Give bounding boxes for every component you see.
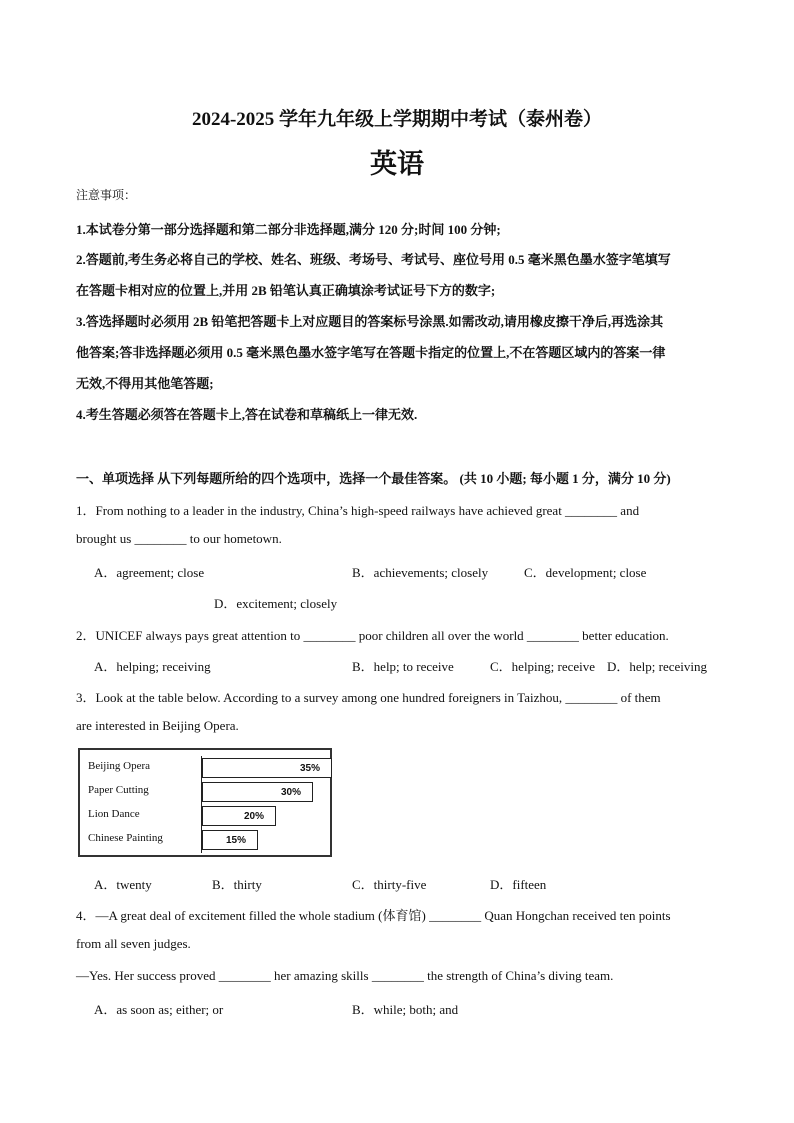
chart-bar: [202, 806, 276, 826]
question-3-line-1: 3．Look at the table below. According to a survey among one hundred foreigners in Taizhou, ________ of them: [76, 690, 661, 705]
question-3-line-2: are interested in Beijing Opera.: [76, 718, 239, 733]
question-4-option-a[interactable]: A．as soon as; either; or: [94, 1002, 224, 1017]
question-2-option-a[interactable]: A．helping; receiving: [94, 659, 211, 674]
notice-line-6: 无效,不得用其他笔答题;: [76, 376, 214, 391]
notice-line-2: 2.答题前,考生务必将自己的学校、姓名、班级、考场号、考试号、座位号用 0.5 毫米黑色墨水签字笔填写: [76, 252, 671, 267]
chart-value-label: 35%: [300, 763, 321, 774]
notice-line-3: 在答题卡相对应的位置上,并用 2B 铅笔认真正确填涂考试证号下方的数字;: [76, 283, 496, 298]
notice-line-7: 4.考生答题必须答在答题卡上,答在试卷和草稿纸上一律无效.: [76, 407, 418, 422]
question-3-option-a[interactable]: A．twenty: [94, 877, 152, 892]
question-3-option-d[interactable]: D．fifteen: [490, 877, 547, 892]
chart-value-label: 20%: [244, 811, 265, 822]
chart-value-label: 30%: [281, 787, 302, 798]
question-1-line-2: brought us ________ to our hometown.: [76, 531, 282, 546]
question-3-option-c[interactable]: C．thirty-five: [352, 877, 427, 892]
question-3-option-b[interactable]: B．thirty: [212, 877, 262, 892]
notice-heading: 注意事项：: [76, 188, 137, 202]
question-4-option-b[interactable]: B．while; both; and: [352, 1002, 459, 1017]
chart-category-label: Lion Dance: [88, 808, 140, 820]
question-1-option-c[interactable]: C．development; close: [524, 565, 647, 580]
question-2-option-b[interactable]: B．help; to receive: [352, 659, 454, 674]
chart-value-label: 15%: [226, 835, 247, 846]
question-4-line-1: 4．—A great deal of excitement filled the whole stadium (体育馆) ________ Quan Hongchan received ten points: [76, 908, 671, 923]
notice-line-5: 他答案;答非选择题必须用 0.5 毫米黑色墨水签字笔写在答题卡指定的位置上,不在答题区域内的答案一律: [76, 345, 666, 360]
subject-title: 英语: [370, 149, 424, 180]
chart-category-label: Paper Cutting: [88, 784, 149, 796]
question-1-option-d[interactable]: D．excitement; closely: [214, 596, 338, 611]
chart-category-label: Chinese Painting: [88, 832, 163, 844]
question-2-option-c[interactable]: C．helping; receive: [490, 659, 596, 674]
question-1-option-a[interactable]: A．agreement; close: [94, 565, 205, 580]
question-1-option-b[interactable]: B．achievements; closely: [352, 565, 489, 580]
question-2-option-d[interactable]: D．help; receiving: [607, 659, 707, 674]
section-heading: 一、单项选择 从下列每题所给的四个选项中，选择一个最佳答案。 (共 10 小题; 每小题 1 分，满分 10 分): [76, 471, 671, 486]
question-1-line-1: 1．From nothing to a leader in the industry, China’s high-speed railways have achieved great ________ and: [76, 503, 640, 518]
exam-title: 2024-2025 学年九年级上学期期中考试（泰州卷）: [191, 109, 603, 130]
notice-line-1: 1.本试卷分第一部分选择题和第二部分非选择题,满分 120 分;时间 100 分钟;: [76, 222, 501, 237]
question-4-line-3: —Yes. Her success proved ________ her amazing skills ________ the strength of China’s diving team.: [76, 968, 614, 983]
chart-category-label: Beijing Opera: [88, 760, 151, 772]
question-4-line-2: from all seven judges.: [76, 936, 191, 951]
notice-line-4: 3.答选择题时必须用 2B 铅笔把答题卡上对应题目的答案标号涂黑.如需改动,请用橡皮擦干净后,再选涂其: [76, 314, 664, 329]
survey-bar-chart: [78, 748, 332, 857]
question-2-line-1: 2．UNICEF always pays great attention to ________ poor children all over the world ________ better education.: [76, 628, 669, 643]
